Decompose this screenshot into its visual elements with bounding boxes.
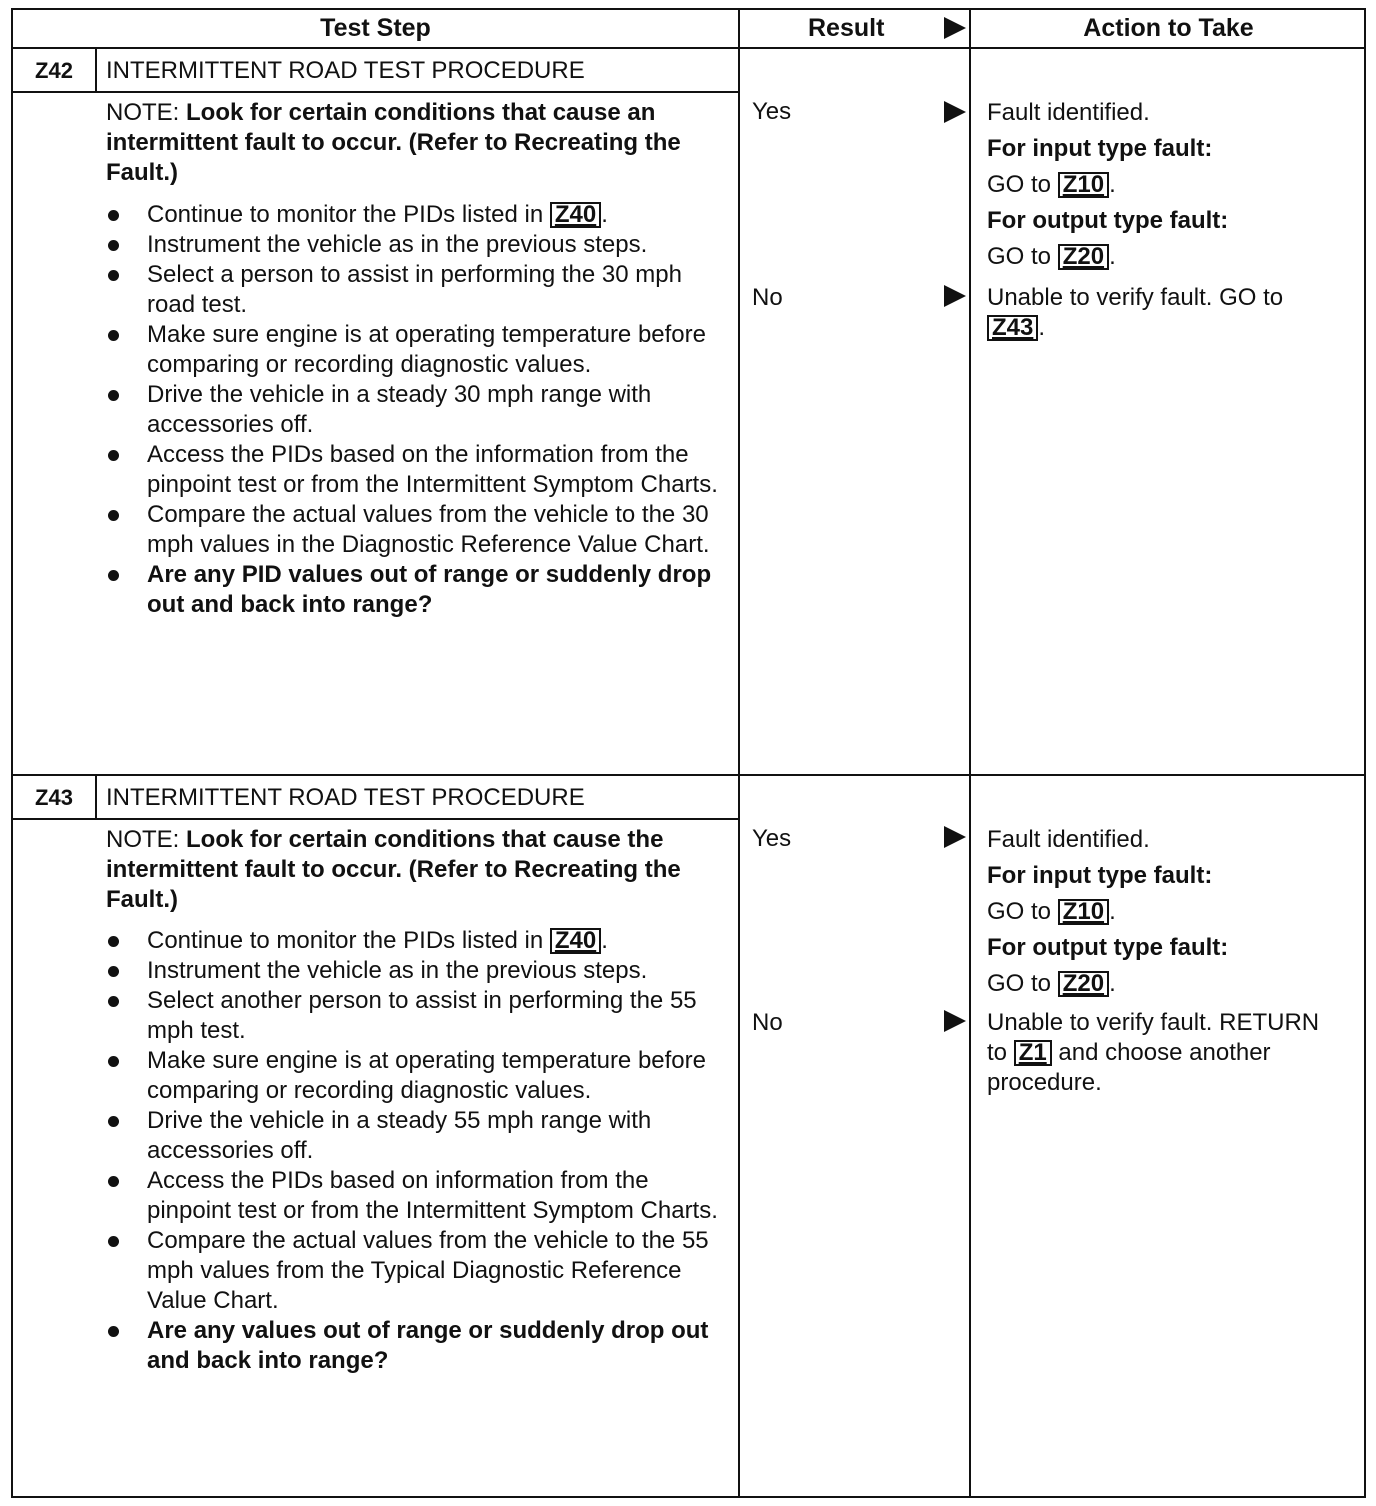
list-item: Are any values out of range or suddenly drop out and back into range? bbox=[106, 1316, 726, 1376]
header-result: Result bbox=[808, 14, 885, 42]
list-item: Are any PID values out of range or suddenly drop out and back into range? bbox=[106, 560, 726, 620]
step-id-z42: Z42 bbox=[35, 58, 73, 83]
ref-z1-link[interactable]: Z1 bbox=[1014, 1040, 1052, 1066]
yes-action-z43: Fault identified. For input type fault: GO to Z10 . For output type fault: GO to Z20 . bbox=[987, 826, 1229, 997]
header-arrow-icon bbox=[944, 17, 966, 39]
step-title-z42: INTERMITTENT ROAD TEST PROCEDURE bbox=[106, 57, 585, 84]
list-item: Continue to monitor the PIDs listed in Z40 . bbox=[106, 200, 726, 230]
list-item: Select another person to assist in performing the 55 mph test. bbox=[106, 986, 726, 1046]
ref-z40-link[interactable]: Z40 bbox=[550, 928, 601, 954]
note-text: Look for certain conditions that cause the intermittent fault to occur. (Refer to Recreating the Fault.) bbox=[106, 826, 681, 913]
result-yes-z43: Yes bbox=[752, 825, 792, 852]
note-z43 bbox=[106, 825, 726, 915]
list-item: Instrument the vehicle as in the previous steps. bbox=[106, 230, 726, 260]
z42-title-underline bbox=[11, 91, 738, 93]
ref-z40-link[interactable]: Z40 bbox=[550, 202, 601, 228]
list-item: Drive the vehicle in a steady 30 mph range with accessories off. bbox=[106, 380, 726, 440]
result-no-z43: No bbox=[752, 1009, 783, 1036]
list-item: Make sure engine is at operating temperature before comparing or recording diagnostic values. bbox=[106, 1046, 726, 1106]
no-arrow-icon bbox=[944, 1010, 966, 1032]
header-divider bbox=[11, 47, 1366, 49]
column-divider-result bbox=[738, 8, 740, 1498]
list-item: Make sure engine is at operating temperature before comparing or recording diagnostic values. bbox=[106, 320, 726, 380]
ref-z20-link[interactable]: Z20 bbox=[1058, 244, 1109, 270]
list-item: Access the PIDs based on the information from the pinpoint test or from the Intermittent Symptom Charts. bbox=[106, 440, 726, 500]
note-label: NOTE: bbox=[106, 99, 180, 126]
ref-z20-link[interactable]: Z20 bbox=[1058, 971, 1109, 997]
yes-arrow-icon bbox=[944, 826, 966, 848]
list-item: Drive the vehicle in a steady 55 mph range with accessories off. bbox=[106, 1106, 726, 1166]
result-yes-z42: Yes bbox=[752, 98, 792, 125]
z42-id-divider bbox=[95, 47, 97, 91]
z43-id-divider bbox=[95, 774, 97, 818]
step-title-z43: INTERMITTENT ROAD TEST PROCEDURE bbox=[106, 784, 585, 811]
list-item: Compare the actual values from the vehicle to the 55 mph values from the Typical Diagnostic Reference Value Chart. bbox=[106, 1226, 726, 1316]
note-z42 bbox=[106, 98, 726, 188]
list-item: Instrument the vehicle as in the previous steps. bbox=[106, 956, 726, 986]
list-item: Select a person to assist in performing the 30 mph road test. bbox=[106, 260, 726, 320]
list-item: Compare the actual values from the vehicle to the 30 mph values in the Diagnostic Reference Value Chart. bbox=[106, 500, 726, 560]
no-arrow-icon bbox=[944, 285, 966, 307]
yes-arrow-icon bbox=[944, 101, 966, 123]
result-no-z42: No bbox=[752, 284, 783, 311]
header-test-step: Test Step bbox=[320, 14, 431, 42]
ref-z43-link[interactable]: Z43 bbox=[987, 315, 1038, 341]
ref-z10-link[interactable]: Z10 bbox=[1058, 172, 1109, 198]
row-divider bbox=[11, 774, 1366, 776]
bullet-list-z42 bbox=[106, 200, 726, 620]
z43-title-underline bbox=[11, 818, 738, 820]
list-item: Continue to monitor the PIDs listed in Z40 . bbox=[106, 926, 726, 956]
ref-z10-link[interactable]: Z10 bbox=[1058, 899, 1109, 925]
note-text: Look for certain conditions that cause an intermittent fault to occur. (Refer to Recreating the Fault.) bbox=[106, 99, 681, 186]
yes-action-z42: Fault identified. For input type fault: GO to Z10 . For output type fault: GO to Z20 . bbox=[987, 99, 1229, 270]
column-divider-action bbox=[969, 8, 971, 1498]
no-action-z42: Unable to verify fault. GO to Z43 . bbox=[987, 284, 1284, 341]
step-id-z43: Z43 bbox=[35, 785, 73, 810]
bullet-list-z43 bbox=[106, 926, 726, 1376]
list-item: Access the PIDs based on information from the pinpoint test or from the Intermittent Symptom Charts. bbox=[106, 1166, 726, 1226]
note-label: NOTE: bbox=[106, 826, 180, 853]
header-action: Action to Take bbox=[1083, 14, 1254, 42]
no-action-z43: Unable to verify fault. RETURN to Z1 and choose another procedure. bbox=[987, 1009, 1320, 1096]
